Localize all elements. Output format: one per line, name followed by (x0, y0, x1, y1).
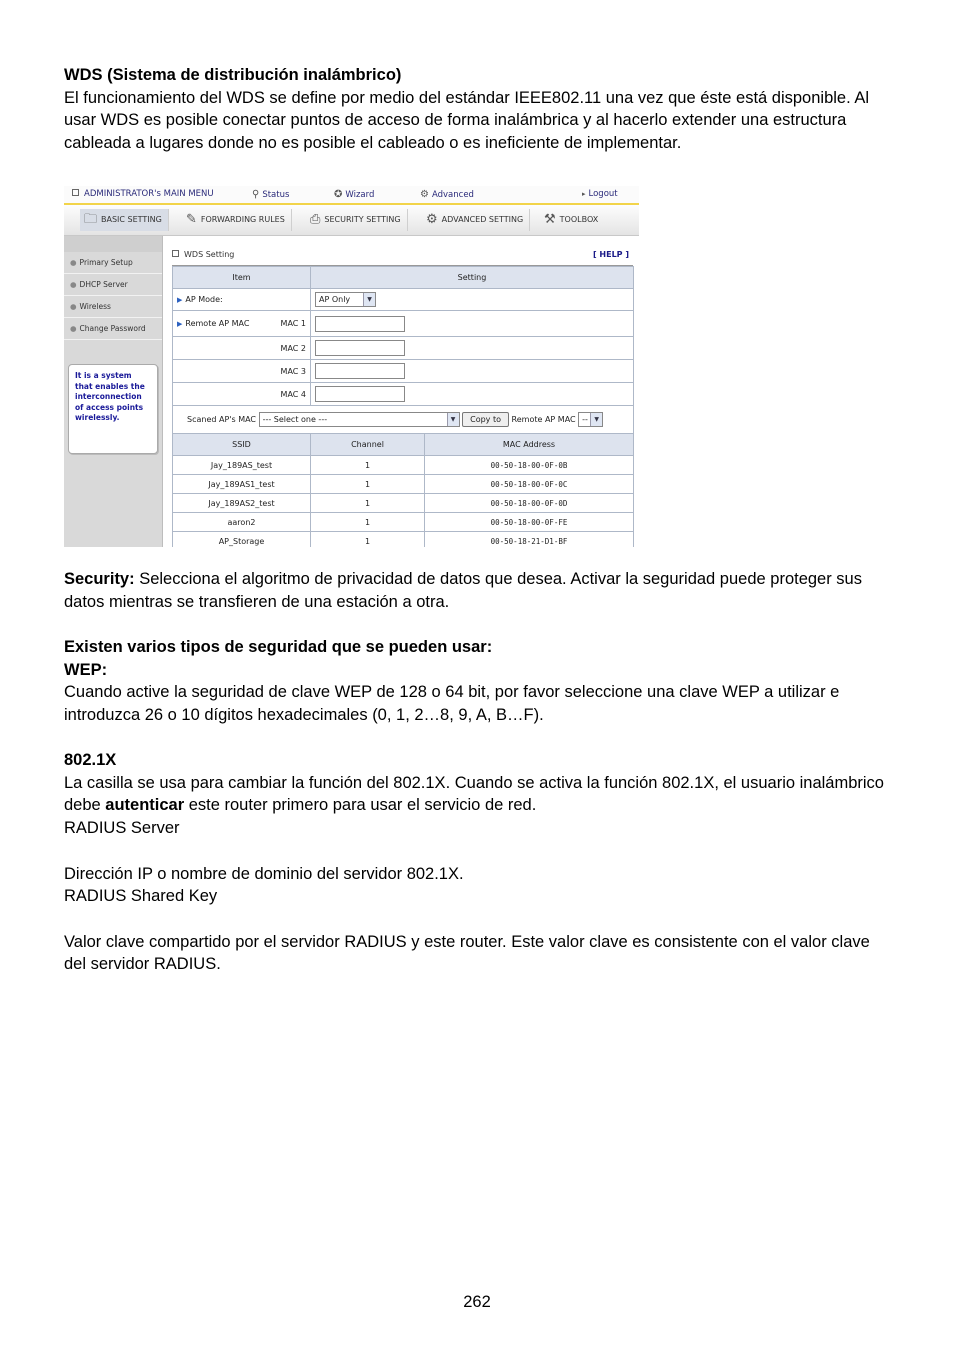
table-row[interactable] (173, 513, 634, 532)
col-setting: Setting (311, 267, 634, 289)
status-icon: ⚲ (252, 189, 260, 200)
channel-cell: 1 (311, 494, 425, 513)
mac2-cell (311, 337, 634, 360)
chevron-down-icon: ▼ (590, 413, 602, 426)
bullet-icon: ● (70, 302, 77, 311)
router-sidebar (64, 236, 163, 547)
ssid-cell: Jay_189AS_test (173, 456, 311, 475)
radius-key-label: RADIUS Shared Key (64, 887, 218, 906)
menu-toolbox[interactable]: ⚒ TOOLBOX (544, 212, 599, 227)
table-row[interactable] (173, 456, 634, 475)
table-row[interactable] (173, 494, 634, 513)
spacer (64, 908, 884, 931)
ssid-cell: Jay_189AS2_test (173, 494, 311, 513)
ap-mode-label: ▶ AP Mode: (173, 289, 311, 311)
mac-cell: 00-50-18-00-0F-0B (425, 456, 634, 475)
wds-paragraph: El funcionamiento del WDS se define por medio del estándar IEEE802.11 una vez que éste está disponible. Al usar WDS es posible conectar puntos de acceso de forma inalámbrica y al hacerlo extender una estructura cableada a lugares donde no es posible el cableado o es ineficiente de implementar. (64, 88, 870, 153)
mac1-input[interactable] (315, 316, 405, 332)
logout-link[interactable]: ▸ Logout (582, 189, 618, 199)
mac1-cell (311, 311, 634, 337)
sidebar-item-primary-setup[interactable]: ● Primary Setup (64, 252, 162, 274)
wizard-link[interactable]: ✪ Wizard (334, 189, 375, 200)
spacer (64, 840, 884, 863)
router-screenshot (64, 186, 639, 547)
chevron-down-icon: ▼ (447, 413, 459, 426)
arrow-right-icon: ▶ (177, 320, 183, 328)
bullet-icon: ● (70, 280, 77, 289)
arrow-right-icon: ▸ (582, 190, 586, 198)
status-link[interactable]: ⚲ Status (252, 189, 290, 200)
ssid-cell: AP_Storage (173, 532, 311, 548)
advanced-icon: ⚙ (420, 189, 429, 200)
table-row[interactable] (173, 532, 634, 548)
mac4-input[interactable] (315, 386, 405, 402)
types-section (64, 636, 884, 727)
menu-security-setting[interactable]: ⎙ SECURITY SETTING (310, 209, 408, 231)
security-text: Selecciona el algoritmo de privacidad de datos que desea. Activar la seguridad puede proteger sus datos mientras se transfieren de una estación a otra. (64, 570, 862, 611)
mac-cell: 00-50-18-21-D1-BF (425, 532, 634, 548)
sidebar-item-dhcp-server[interactable]: ● DHCP Server (64, 274, 162, 296)
chevron-down-icon: ▼ (363, 293, 375, 306)
security-section (64, 568, 884, 613)
mac-cell: 00-50-18-00-0F-FE (425, 513, 634, 532)
channel-cell: 1 (311, 532, 425, 548)
mac-cell: 00-50-18-00-0F-0C (425, 475, 634, 494)
mac2-input[interactable] (315, 340, 405, 356)
help-box (68, 364, 158, 454)
router-topbar (64, 186, 639, 205)
security-label: Security: (64, 570, 135, 588)
mac4-label: MAC 4 (173, 383, 311, 406)
page-number: 262 (463, 1293, 491, 1311)
scanned-row (173, 406, 634, 434)
forward-icon: ✎ (186, 212, 197, 227)
remote-ap-mac-label: Remote AP MAC (185, 319, 250, 328)
radius-server-label: RADIUS Server (64, 819, 180, 838)
remote-ap-mac-short-label: Remote AP MAC (511, 415, 576, 424)
authenticate-word: autenticar (105, 796, 185, 815)
mac4-cell (311, 383, 634, 406)
ssid-cell: Jay_189AS1_test (173, 475, 311, 494)
bullet-icon: ● (70, 324, 77, 333)
panel-title: WDS Setting (172, 250, 234, 259)
advanced-gear-icon: ⚙ (426, 212, 438, 227)
ap-mode-select[interactable]: AP Only ▼ (315, 292, 376, 307)
wds-settings-table (172, 266, 634, 547)
security-paragraph (64, 568, 884, 613)
help-text: It is a system that enables the interconnection of access points wirelessly. (75, 371, 145, 422)
dot1x-section (64, 749, 884, 976)
sidebar-item-wireless[interactable]: ● Wireless (64, 296, 162, 318)
scanned-label: Scaned AP's MAC (187, 415, 257, 424)
main-menu-link[interactable]: ADMINISTRATOR's MAIN MENU (72, 189, 214, 199)
remote-mac-select[interactable]: -- ▼ (578, 412, 603, 427)
mac3-cell (311, 360, 634, 383)
mac-cell: 00-50-18-00-0F-0D (425, 494, 634, 513)
channel-cell: 1 (311, 475, 425, 494)
printer-icon: ⎙ (310, 212, 321, 227)
dot1x-paragraph: La casilla se usa para cambiar la función del 802.1X. Cuando se activa la función 802.1X, el usuario inalámbrico debe autenticar este router primero para usar el servicio de red. (64, 773, 884, 815)
mac2-label: MAC 2 (173, 337, 311, 360)
router-main-menu (64, 205, 639, 236)
help-link[interactable]: [ HELP ] (592, 250, 629, 259)
square-icon (172, 250, 179, 257)
wizard-icon: ✪ (334, 189, 343, 200)
square-icon (72, 189, 79, 196)
menu-advanced-setting[interactable]: ⚙ ADVANCED SETTING (426, 209, 530, 231)
mac3-input[interactable] (315, 363, 405, 379)
scanned-select[interactable]: --- Select one --- ▼ (259, 412, 460, 427)
radius-server-desc: Dirección IP o nombre de dominio del servidor 802.1X. (64, 864, 464, 883)
advanced-link[interactable]: ⚙ Advanced (420, 189, 474, 200)
intro-section (64, 64, 884, 155)
col-mac-address: MAC Address (425, 434, 634, 456)
wds-heading: WDS (Sistema de distribución inalámbrico) (64, 66, 402, 84)
col-ssid: SSID (173, 434, 311, 456)
col-item: Item (173, 267, 311, 289)
ssid-cell: aaron2 (173, 513, 311, 532)
channel-cell: 1 (311, 513, 425, 532)
mac3-label: MAC 3 (173, 360, 311, 383)
radius-key-desc: Valor clave compartido por el servidor RADIUS y este router. Este valor clave es consistente con el valor clave del servidor RADIUS. (64, 932, 870, 974)
ap-mode-cell (311, 289, 634, 311)
types-heading: Existen varios tipos de seguridad que se pueden usar: (64, 638, 493, 656)
sidebar-item-change-password[interactable]: ● Change Password (64, 318, 162, 340)
copy-to-button[interactable]: Copy to (462, 412, 509, 427)
mac1-label: MAC 1 (280, 319, 306, 328)
menu-basic-setting[interactable]: 🗀 BASIC SETTING (80, 209, 169, 231)
wep-heading: WEP: (64, 660, 108, 679)
menu-forwarding-rules[interactable]: ✎ FORWARDING RULES (186, 209, 292, 231)
channel-cell: 1 (311, 456, 425, 475)
wds-setting-panel (172, 246, 633, 547)
wep-paragraph: Cuando active la seguridad de clave WEP de 128 o 64 bit, por favor seleccione una clave WEP a utilizar e introduzca 26 o 10 dígitos hexadecimales (0, 1, 2…8, 9, A, B…F). (64, 683, 840, 725)
folder-icon: 🗀 (84, 212, 98, 227)
panel-header (172, 246, 633, 266)
mac1-label-cell (173, 311, 311, 337)
toolbox-icon: ⚒ (544, 212, 556, 227)
arrow-right-icon: ▶ (177, 296, 183, 304)
bullet-icon: ● (70, 258, 77, 267)
table-row[interactable] (173, 475, 634, 494)
col-channel: Channel (311, 434, 425, 456)
sidebar-header (64, 236, 162, 252)
dot1x-heading: 802.1X (64, 751, 117, 769)
